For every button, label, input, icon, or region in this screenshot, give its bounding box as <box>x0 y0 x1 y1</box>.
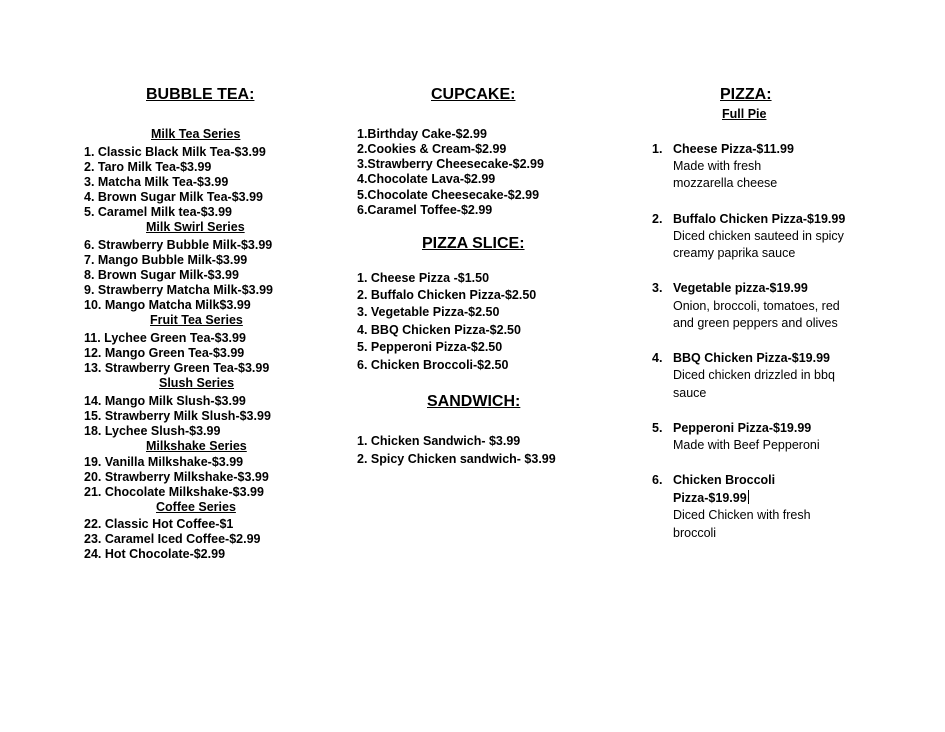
pizza-item-description: broccoli <box>673 526 717 540</box>
pizza-item-description: Diced Chicken with fresh <box>673 508 811 522</box>
menu-item: 1. Cheese Pizza -$1.50 <box>357 271 490 285</box>
menu-item: 20. Strawberry Milkshake-$3.99 <box>84 470 269 484</box>
menu-item: 12. Mango Green Tea-$3.99 <box>84 346 245 360</box>
menu-item: 6.Caramel Toffee-$2.99 <box>357 203 493 217</box>
menu-item: 2.Cookies & Cream-$2.99 <box>357 142 507 156</box>
menu-item: 1. Classic Black Milk Tea-$3.99 <box>84 145 266 159</box>
milk-tea-series-heading: Milk Tea Series <box>151 127 241 141</box>
menu-item: 5.Chocolate Cheesecake-$2.99 <box>357 188 540 202</box>
menu-item: 6. Strawberry Bubble Milk-$3.99 <box>84 238 273 252</box>
pizza-item-description: Made with fresh <box>673 159 762 173</box>
pizza-item-title: Pepperoni Pizza-$19.99 <box>673 421 812 435</box>
milkshake-series-heading: Milkshake Series <box>146 439 247 453</box>
pizza-heading: PIZZA: <box>720 86 772 103</box>
sandwich-heading: SANDWICH: <box>427 393 521 410</box>
menu-item: 24. Hot Chocolate-$2.99 <box>84 547 226 561</box>
pizza-item-description: Onion, broccoli, tomatoes, red <box>673 299 840 313</box>
pizza-item-title-line: Pizza-$19.99 <box>673 491 747 505</box>
menu-item: 2. Taro Milk Tea-$3.99 <box>84 160 212 174</box>
menu-item: 10. Mango Matcha Milk$3.99 <box>84 298 251 312</box>
menu-item: 1. Chicken Sandwich- $3.99 <box>357 434 521 448</box>
menu-item: 14. Mango Milk Slush-$3.99 <box>84 394 246 408</box>
menu-item: 11. Lychee Green Tea-$3.99 <box>84 331 246 345</box>
pizza-item-number: 4. <box>652 351 663 365</box>
pizza-slice-heading: PIZZA SLICE: <box>422 235 525 252</box>
pizza-item-number: 5. <box>652 421 663 435</box>
pizza-item-description: Made with Beef Pepperoni <box>673 438 820 452</box>
pizza-item-title <box>673 490 749 507</box>
menu-item: 13. Strawberry Green Tea-$3.99 <box>84 361 270 375</box>
menu-item: 4. Brown Sugar Milk Tea-$3.99 <box>84 190 263 204</box>
menu-item: 3. Matcha Milk Tea-$3.99 <box>84 175 229 189</box>
menu-item: 1.Birthday Cake-$2.99 <box>357 127 487 141</box>
pizza-item-title: Chicken Broccoli <box>673 473 776 487</box>
pizza-item-number: 2. <box>652 212 663 226</box>
pizza-item-description: Diced chicken drizzled in bbq <box>673 368 835 382</box>
menu-item: 2. Buffalo Chicken Pizza-$2.50 <box>357 288 537 302</box>
menu-item: 19. Vanilla Milkshake-$3.99 <box>84 455 244 469</box>
full-pie-subheading: Full Pie <box>722 107 767 121</box>
menu-item: 2. Spicy Chicken sandwich- $3.99 <box>357 452 556 466</box>
menu-item: 9. Strawberry Matcha Milk-$3.99 <box>84 283 273 297</box>
menu-item: 15. Strawberry Milk Slush-$3.99 <box>84 409 271 423</box>
menu-item: 5. Pepperoni Pizza-$2.50 <box>357 340 503 354</box>
pizza-item-description: sauce <box>673 386 707 400</box>
cupcake-heading: CUPCAKE: <box>431 86 516 103</box>
pizza-item-title: Cheese Pizza-$11.99 <box>673 142 794 156</box>
menu-item: 5. Caramel Milk tea-$3.99 <box>84 205 232 219</box>
menu-item: 23. Caramel Iced Coffee-$2.99 <box>84 532 261 546</box>
pizza-item-number: 6. <box>652 473 663 487</box>
menu-item: 3.Strawberry Cheesecake-$2.99 <box>357 157 544 171</box>
pizza-item-description: Diced chicken sauteed in spicy <box>673 229 844 243</box>
coffee-series-heading: Coffee Series <box>156 500 236 514</box>
menu-item: 7. Mango Bubble Milk-$3.99 <box>84 253 248 267</box>
bubble-tea-heading: BUBBLE TEA: <box>146 86 255 103</box>
menu-item: 21. Chocolate Milkshake-$3.99 <box>84 485 264 499</box>
pizza-item-title: Vegetable pizza-$19.99 <box>673 281 808 295</box>
pizza-item-description: and green peppers and olives <box>673 316 838 330</box>
menu-item: 4.Chocolate Lava-$2.99 <box>357 172 496 186</box>
pizza-item-number: 1. <box>652 142 663 156</box>
slush-series-heading: Slush Series <box>159 376 235 390</box>
menu-item: 3. Vegetable Pizza-$2.50 <box>357 305 500 319</box>
menu-item: 4. BBQ Chicken Pizza-$2.50 <box>357 323 521 337</box>
pizza-item-number: 3. <box>652 281 663 295</box>
menu-item: 18. Lychee Slush-$3.99 <box>84 424 221 438</box>
fruit-tea-series-heading: Fruit Tea Series <box>150 313 243 327</box>
menu-item: 8. Brown Sugar Milk-$3.99 <box>84 268 239 282</box>
pizza-item-description: mozzarella cheese <box>673 176 778 190</box>
pizza-item-title: Buffalo Chicken Pizza-$19.99 <box>673 212 846 226</box>
pizza-item-title: BBQ Chicken Pizza-$19.99 <box>673 351 831 365</box>
menu-item: 22. Classic Hot Coffee-$1 <box>84 517 234 531</box>
menu-item: 6. Chicken Broccoli-$2.50 <box>357 358 509 372</box>
milk-swirl-series-heading: Milk Swirl Series <box>146 220 245 234</box>
text-cursor <box>748 490 749 504</box>
pizza-item-description: creamy paprika sauce <box>673 246 796 260</box>
